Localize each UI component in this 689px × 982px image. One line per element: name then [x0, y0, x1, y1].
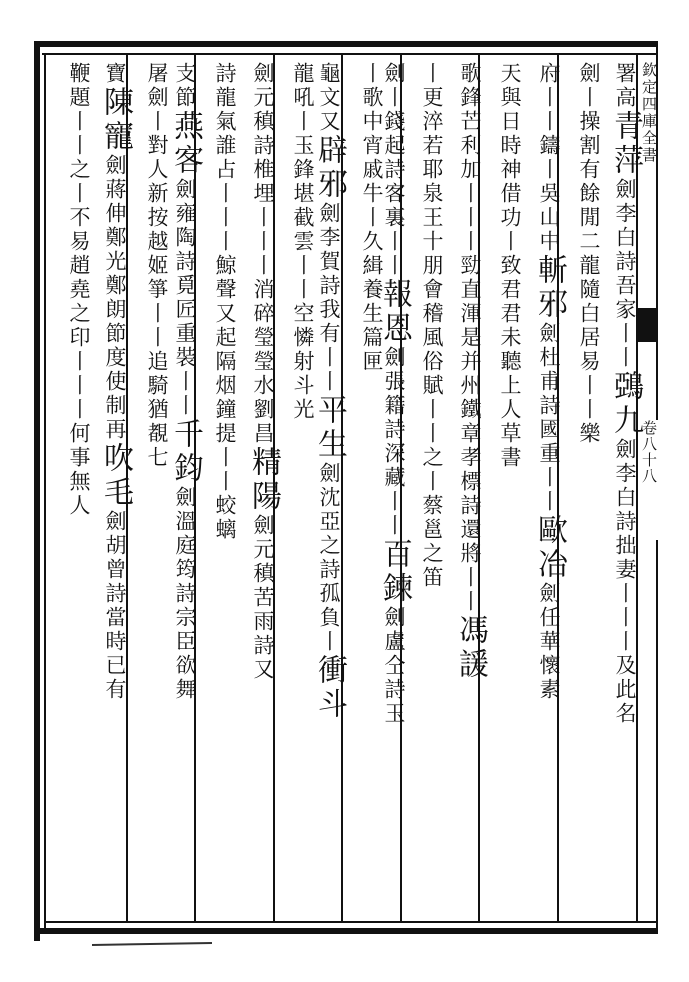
frame-bottom-border: [34, 928, 656, 934]
text-column: 詩龍氣誰占丨丨丨鯨聲又起隔烟鐘提丨丨蛟螭: [213, 62, 237, 542]
margin-title: 欽定四庫全書: [640, 62, 658, 164]
page-scratch-mark: [92, 942, 212, 946]
text-column: 劍丨操割有餘閒二龍隨白居易丨丨樂: [577, 62, 601, 446]
text-column: 龍吼丨玉鋒堪截雲丨丨空憐射斗光: [291, 62, 315, 422]
frame-left-border: [34, 41, 40, 941]
frame-left-inner-border: [44, 53, 46, 933]
text-column: 支節燕客劍雍陶詩覓匠重裝丨丨千鈞劍溫庭筠詩宗臣欲舞: [168, 62, 203, 702]
text-column: 鞭題丨丨之丨不易趙堯之印丨丨丨何事無人: [67, 62, 91, 518]
frame-top-border: [34, 41, 656, 47]
margin-volume-label: 卷八十八: [640, 420, 658, 540]
text-column: 府丨丨鑄丨吳山中斬邪劍杜甫詩國重丨丨歐冶劍任華懷素: [532, 62, 567, 702]
text-column: 天與日時神借功丨致君君未聽上人草書: [498, 62, 522, 470]
text-column: 歌鋒芒利加丨丨丨勁直渾是并州鐵章孝標詩還將丨丨馮諼: [453, 62, 488, 682]
frame-top-inner-border: [42, 53, 656, 55]
frame-bottom-inner-border: [44, 921, 656, 923]
text-column: 丨更淬若耶泉王十朋會稽風俗賦丨丨之丨蔡邕之笛: [420, 62, 444, 590]
text-column: 屠劍丨對人新按越姬箏丨丨追騎猶覩七: [145, 62, 169, 470]
text-column: 丨歌中宵戚牛丨久緝養生篇匣: [360, 62, 384, 374]
text-column: 劍元稹詩椎埋丨丨丨消碎瑩瑩水劉昌精陽劍元稹苦雨詩又: [246, 62, 281, 682]
text-column: 劍丨錢起詩客裏丨丨報恩劍張籍詩深藏丨丨百鍊劍盧仝詩玉: [377, 62, 412, 726]
text-column: 龜文又辟邪劍李賀詩我有丨丨平生劍沈亞之詩孤負丨衝斗: [312, 62, 347, 722]
text-column: 署高青萍劍李白詩吾家丨丨鵶九劍李白詩拙妻丨丨丨及此名: [608, 62, 643, 726]
text-column: 寶陳寵劍蔣伸鄭光鄭朗節度使制再吹毛劍胡曾詩當時已有: [98, 62, 133, 702]
